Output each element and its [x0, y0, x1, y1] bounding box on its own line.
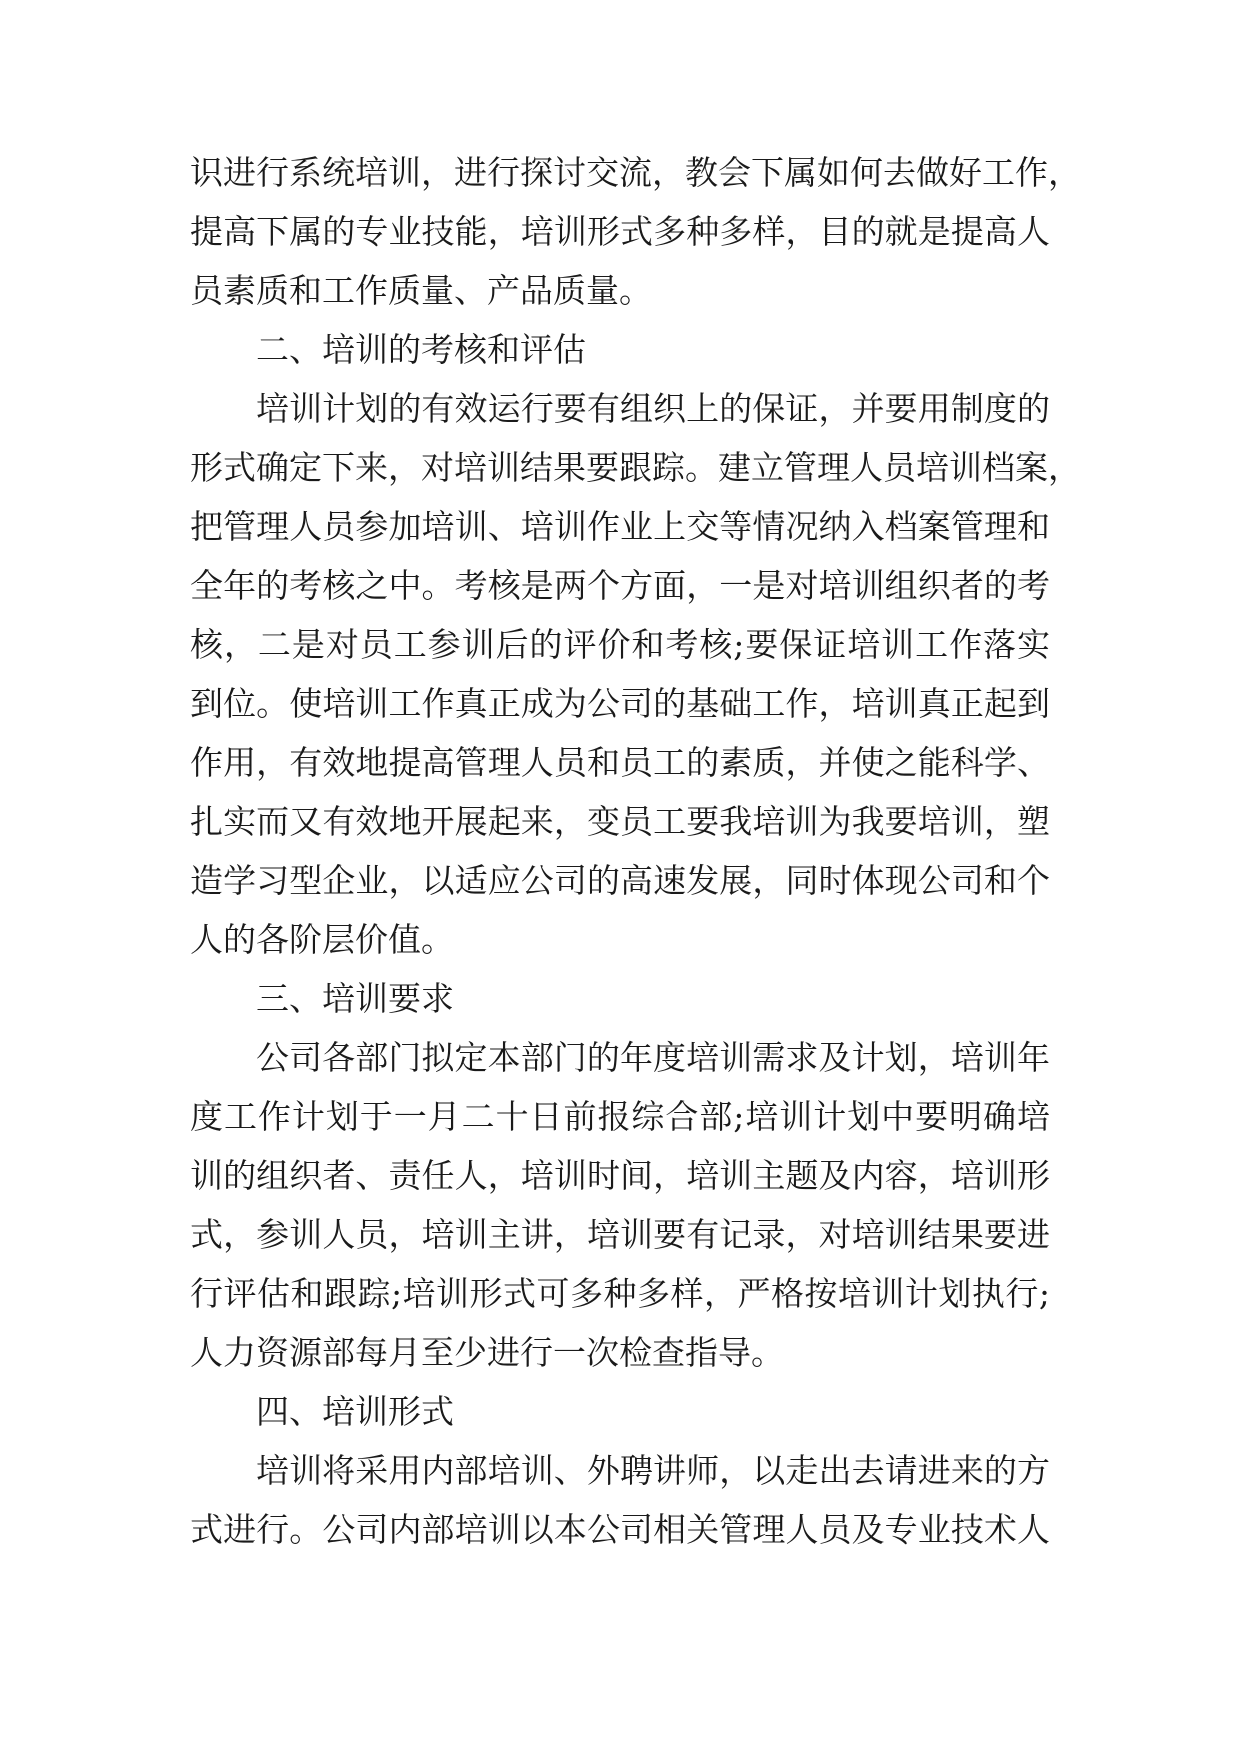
section-heading-forms: 四、培训形式 [256, 1392, 454, 1431]
paragraph-line: 度工作计划于一月二十日前报综合部;培训计划中要明确培 [190, 1097, 1050, 1136]
paragraph-line: 把管理人员参加培训、培训作业上交等情况纳入档案管理和 [190, 507, 1050, 546]
section-heading-requirements: 三、培训要求 [256, 979, 454, 1018]
paragraph-line: 训的组织者、责任人，培训时间，培训主题及内容，培训形 [190, 1156, 1050, 1195]
paragraph-line: 员素质和工作质量、产品质量。 [190, 271, 652, 310]
paragraph-line: 到位。使培训工作真正成为公司的基础工作，培训真正起到 [190, 684, 1050, 723]
paragraph-line: 式进行。公司内部培训以本公司相关管理人员及专业技术人 [190, 1510, 1050, 1549]
paragraph-line: 培训计划的有效运行要有组织上的保证，并要用制度的 [256, 389, 1050, 428]
paragraph-line: 形式确定下来，对培训结果要跟踪。建立管理人员培训档案， [190, 448, 1081, 487]
paragraph-line: 公司各部门拟定本部门的年度培训需求及计划，培训年 [256, 1038, 1050, 1077]
paragraph-line: 式，参训人员，培训主讲，培训要有记录，对培训结果要进 [190, 1215, 1050, 1254]
paragraph-line: 识进行系统培训，进行探讨交流，教会下属如何去做好工作， [190, 153, 1081, 192]
paragraph-line: 人的各阶层价值。 [190, 920, 454, 959]
paragraph-line: 行评估和跟踪;培训形式可多种多样，严格按培训计划执行; [190, 1274, 1050, 1313]
paragraph-line: 人力资源部每月至少进行一次检查指导。 [190, 1333, 784, 1372]
paragraph-line: 全年的考核之中。考核是两个方面，一是对培训组织者的考 [190, 566, 1050, 605]
paragraph-line: 培训将采用内部培训、外聘讲师，以走出去请进来的方 [256, 1451, 1050, 1490]
section-heading-assessment: 二、培训的考核和评估 [256, 330, 586, 369]
paragraph-line: 造学习型企业，以适应公司的高速发展，同时体现公司和个 [190, 861, 1050, 900]
paragraph-line: 扎实而又有效地开展起来，变员工要我培训为我要培训，塑 [190, 802, 1050, 841]
paragraph-line: 作用，有效地提高管理人员和员工的素质，并使之能科学、 [190, 743, 1050, 782]
paragraph-line: 提高下属的专业技能，培训形式多种多样，目的就是提高人 [190, 212, 1050, 251]
paragraph-line: 核，二是对员工参训后的评价和考核;要保证培训工作落实 [190, 625, 1050, 664]
